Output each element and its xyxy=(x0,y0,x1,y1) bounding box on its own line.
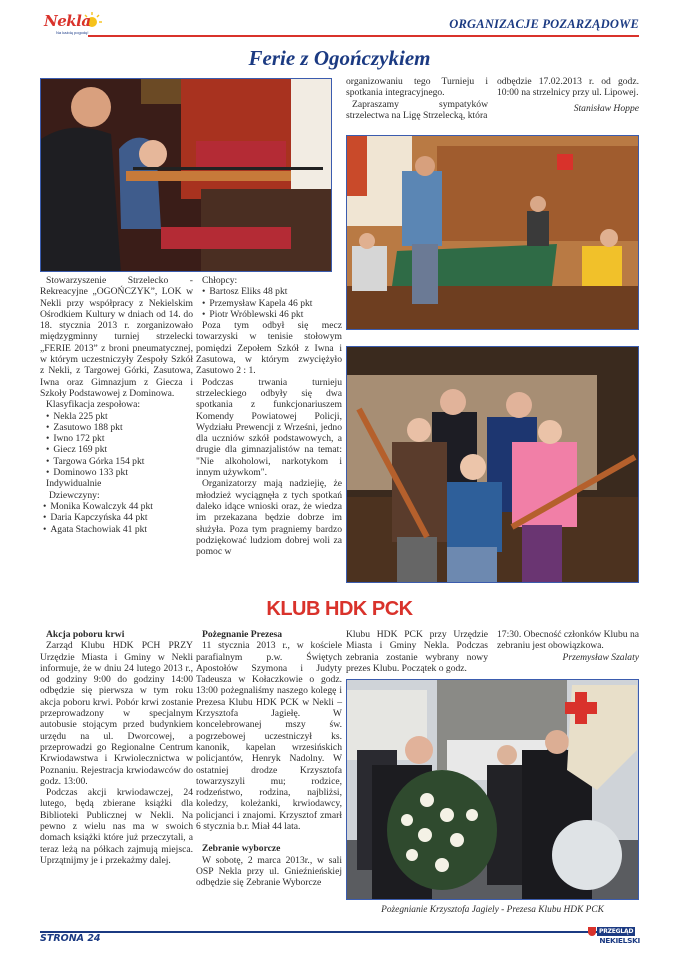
blood-drive-heading: Akcja poboru krwi xyxy=(46,629,125,640)
article1-paragraph: Podczas trwania turnieju strzeleckiego odbyły się dwa spotkania z funkcjonariuszem Komendy Powiatowej Policji, Wydziału Prewencji z Wrześni, jedno dla uczniów szkół podstawowych, a drugie dla gimnazjalistów na temat: "Nie alkoholowi, narkotykom i innym używkom". xyxy=(196,376,342,479)
team-result: • Giecz 169 pkt xyxy=(40,444,193,455)
team-result: • Iwno 172 pkt xyxy=(40,433,193,444)
team-result: • Targowa Górka 154 pkt xyxy=(40,456,193,467)
article1-paragraph: organizowaniu tego Turnieju i spotkania integracyjnego. xyxy=(346,76,488,99)
article2-paragraph: Podczas akcji krwiodawczej, 24 lutego, będą zbierane książki dla Biblioteki Publicznej w Nekli. Na pewno z wielu nas ma w swoich domach książki które już przeczytali, a teraz leżą na półkach zajmują miejsca. Uprzątnijmy je i przekażmy dalej. xyxy=(40,787,193,866)
girls-result: • Monika Kowalczyk 44 pkt xyxy=(40,501,193,512)
article2-paragraph: 11 stycznia 2013 r., w kościele parafialnym p.w. Świętych Apostołów Szymona i Judyty Tadeusza w Kołaczkowie o godz. 13:00 pożegnaliśmy naszego kolegę i Prezesa Klubu HDK PCK w Nekli – Krzysztofa Jagiełę. W koncelebrowanej mszy św. pogrzebowej uczestniczył ks. kanonik, kapelan wrzesińskich policjantów, Henryk Nadolny. W ostatniej drodze Krzysztofa towarzyszyli mu; rodzice, rodzeństwo, rodzina, najbliżsi, koledzy, koleżanki, krwiodawcy, policjanci i znajomi. Krzysztof zmarł 6 stycznia b.r. Miał 44 lata. xyxy=(196,640,342,833)
boys-result: • Piotr Wróblewski 46 pkt xyxy=(196,309,342,320)
article1-author: Stanisław Hoppe xyxy=(573,102,639,114)
girls-heading: Dziewczyny: xyxy=(49,489,100,501)
photo-winners-group xyxy=(346,346,639,583)
shooting-photo-image xyxy=(41,79,332,272)
article1-col1 xyxy=(40,275,193,535)
brand-top-text: PRZEGLĄD xyxy=(599,928,634,935)
article1-paragraph: Poza tym odbył się mecz towarzyski w tenisie stołowym pomiędzi Zepołem Szkół z Iwna i Zasutowa, w którym zwyciężyło Zasutowo 2 : 1. xyxy=(196,320,342,377)
team-result: • Dominowo 133 pkt xyxy=(40,467,193,478)
article-title-ferie: Ferie z Ogończykiem xyxy=(248,46,431,70)
article-title-hdk: KLUB HDK PCK xyxy=(266,598,413,620)
photo-shooting xyxy=(40,78,332,272)
brand-bottom-text: NEKIELSKI xyxy=(599,936,640,945)
boys-result: • Bartosz Eliks 48 pkt xyxy=(196,286,342,297)
individual-heading: Indywidualnie xyxy=(46,478,102,490)
girls-result: • Agata Stachowiak 41 pkt xyxy=(40,524,193,535)
photo-caption: Pożegnianie Krzysztofa Jagiely - Prezesa Klubu HDK PCK xyxy=(381,905,604,915)
farewell-heading: Pożegnanie Prezesa xyxy=(202,629,283,640)
election-heading: Zebranie wyborcze xyxy=(202,843,281,855)
article1-paragraph: odbędzie 17.02.2013 r. od godz. 10:00 na strzelnicy przy ul. Lipowej. xyxy=(497,76,639,99)
team-result: • Nekla 225 pkt xyxy=(40,411,193,422)
team-classification-heading: Klasyfikacja zespołowa: xyxy=(46,399,141,411)
team-results-list xyxy=(40,411,193,479)
article2-col3 xyxy=(346,629,488,674)
girls-result: • Daria Kapczyńska 44 pkt xyxy=(40,512,193,523)
article1-col3 xyxy=(346,76,488,121)
funeral-photo-image xyxy=(347,680,639,900)
girls-results-list xyxy=(40,501,193,535)
logo-text: Nekla xyxy=(44,12,91,30)
table-tennis-photo-image xyxy=(347,136,639,330)
team-result: • Zasutowo 188 pkt xyxy=(40,422,193,433)
article2-col4 xyxy=(497,629,639,663)
article2-col1 xyxy=(40,629,193,866)
przeglad-nekielski-logo xyxy=(588,927,640,945)
article1-col4 xyxy=(497,76,639,114)
group-photo-image xyxy=(347,347,639,583)
article2-paragraph: Zarząd Klubu HDK PCH PRZY Urzędzie Miasta i Gminy w Nekli informuje, że w dniu 24 lutego 2013 r., od godziny 9:00 do godziny 14:00 odbędzie się pierwsza w tym roku akcja poboru krwi. Pobór krwi zostanie przeprowadzony w specjalnym autobusie stojącym przed budynkiem urzędu na ul. Dworcowej, a przeprowadzi go Regionalne Centrum Krwiodawstwa i Krwiolecznictwa w Poznaniu. Rejestracja krwiodawców do godz. 13:00. xyxy=(40,640,193,787)
section-label: ORGANIZACJE POZARZĄDOWE xyxy=(449,17,639,31)
article1-paragraph: Organizatorzy mają nadziejię, że młodzież wyciągnęła z tych spotkań daleko idące wnioski oraz, że wiedza im przekazana będzie dobrze im służyła. Poza tym pragniemy bardzo podziękować ludziom dobrej woli za pomoc w xyxy=(196,478,342,558)
photo-funeral xyxy=(346,679,639,900)
page-number: STRONA 24 xyxy=(40,933,101,944)
header-divider xyxy=(88,35,639,37)
article1-paragraph: Zapraszamy sympatyków strzelectwa na Ligę Strzelecką, która xyxy=(346,98,488,121)
shield-icon xyxy=(588,927,596,936)
footer-divider xyxy=(40,931,600,933)
boys-results-list xyxy=(196,286,342,320)
article2-paragraph: Klubu HDK PCK przy Urzędzie Miasta i Gminy Nekla. Podczas zebrania zostanie wybrany nowy prezes Klubu. Początek o godz. xyxy=(346,629,488,674)
article1-intro: Stowarzyszenie Strzelecko - Rekreacyjne „OGOŃCZYK”, LOK w Nekli przy współpracy z Nekielskim Ośrodkiem Kultury w dniach od 14. do 18. stycznia 2013 r. zorganizowało międzygminny turniej strzelecki „FERIE 2013” z broni pneumatycznej, w którym uczestniczyły Zespoły Szkół z Nekli, z Targowej Górki, Zasutowa, Iwna oraz Gimnazjum z Giecza i Szkoły Podstawowej z Dominowa. xyxy=(40,275,193,399)
article2-col2 xyxy=(196,629,342,889)
boys-result: • Przemysław Kapela 46 pkt xyxy=(196,298,342,309)
article2-author: Przemysław Szalaty xyxy=(562,651,639,663)
logo-tagline: Na każdą pogodę! xyxy=(56,30,89,35)
photo-table-tennis xyxy=(346,135,639,330)
article2-paragraph: 17:30. Obecność członków Klubu na zebraniu jest obowiązkowa. xyxy=(497,629,640,652)
article1-col2 xyxy=(196,275,342,557)
boys-heading: Chłopcy: xyxy=(202,275,238,286)
article2-paragraph: W sobotę, 2 marca 2013r., w sali OSP Nekla przy ul. Gnieźnieńskiej odbędzie się Zebranie Wyborcze xyxy=(196,854,342,889)
